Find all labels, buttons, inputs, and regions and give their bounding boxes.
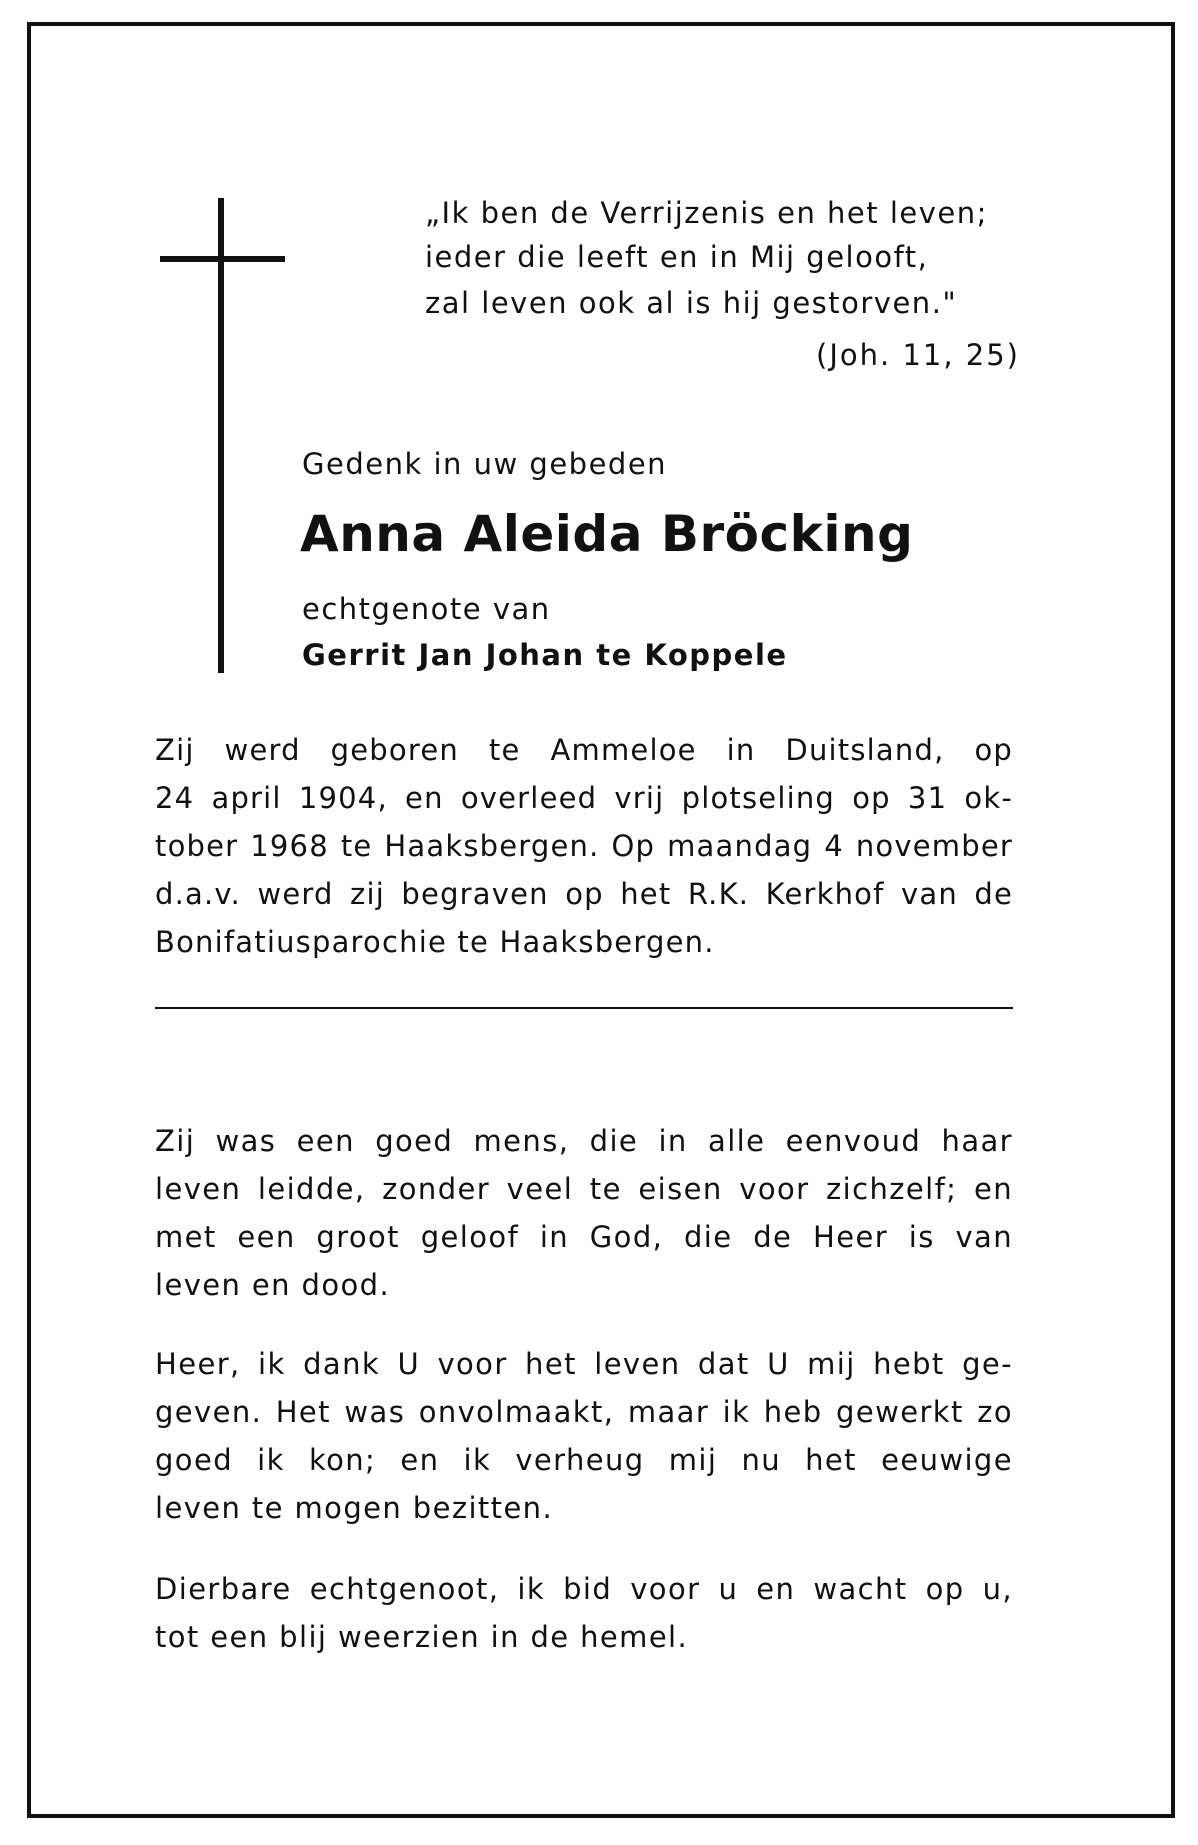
- prayer-line: geven. Het was onvolmaakt, maar ik heb gewerkt zo: [155, 1395, 1013, 1429]
- spouse-name: Gerrit Jan Johan te Koppele: [302, 638, 788, 672]
- prayer-line: goed ik kon; en ik verheug mij nu het eeuwige: [155, 1443, 1013, 1477]
- quote-line: „Ik ben de Verrijzenis en het leven;: [425, 196, 988, 230]
- reflection-paragraph: [155, 1117, 1013, 1309]
- divider-line: [155, 1007, 1013, 1009]
- biography-line: d.a.v. werd zij begraven op het R.K. Kerkhof van de: [155, 877, 1013, 911]
- quote-line: ieder die leeft en in Mij gelooft,: [425, 240, 929, 274]
- prayer-paragraph: [155, 1340, 1013, 1532]
- cross-icon-bar: [160, 256, 285, 262]
- farewell-line: Dierbare echtgenoot, ik bid voor u en wacht op u,: [155, 1572, 1013, 1606]
- reflection-line: leven en dood.: [155, 1268, 391, 1302]
- farewell-paragraph: [155, 1565, 1013, 1661]
- prayer-line: leven te mogen bezitten.: [155, 1491, 554, 1525]
- quote-line: zal leven ook al is hij gestorven.": [425, 286, 958, 320]
- cross-icon: [218, 198, 224, 673]
- quote-reference: (Joh. 11, 25): [816, 338, 1020, 372]
- spouse-label: echtgenote van: [302, 592, 551, 626]
- biography-line: Zij werd geboren te Ammeloe in Duitsland, op: [155, 733, 1013, 767]
- prayer-line: Heer, ik dank U voor het leven dat U mij hebt ge-: [155, 1347, 1013, 1381]
- deceased-name: Anna Aleida Bröcking: [300, 505, 914, 563]
- reflection-line: leven leidde, zonder veel te eisen voor zichzelf; en: [155, 1172, 1013, 1206]
- farewell-line: tot een blij weerzien in de hemel.: [155, 1620, 689, 1654]
- biography-line: tober 1968 te Haaksbergen. Op maandag 4 november: [155, 829, 1013, 863]
- reflection-line: Zij was een goed mens, die in alle eenvoud haar: [155, 1124, 1013, 1158]
- reflection-line: met een groot geloof in God, die de Heer is van: [155, 1220, 1013, 1254]
- biography-line: 24 april 1904, en overleed vrij plotseling op 31 ok-: [155, 781, 1013, 815]
- remembrance-intro: Gedenk in uw gebeden: [302, 447, 668, 481]
- biography-paragraph: [155, 726, 1013, 966]
- biography-line: Bonifatiusparochie te Haaksbergen.: [155, 925, 715, 959]
